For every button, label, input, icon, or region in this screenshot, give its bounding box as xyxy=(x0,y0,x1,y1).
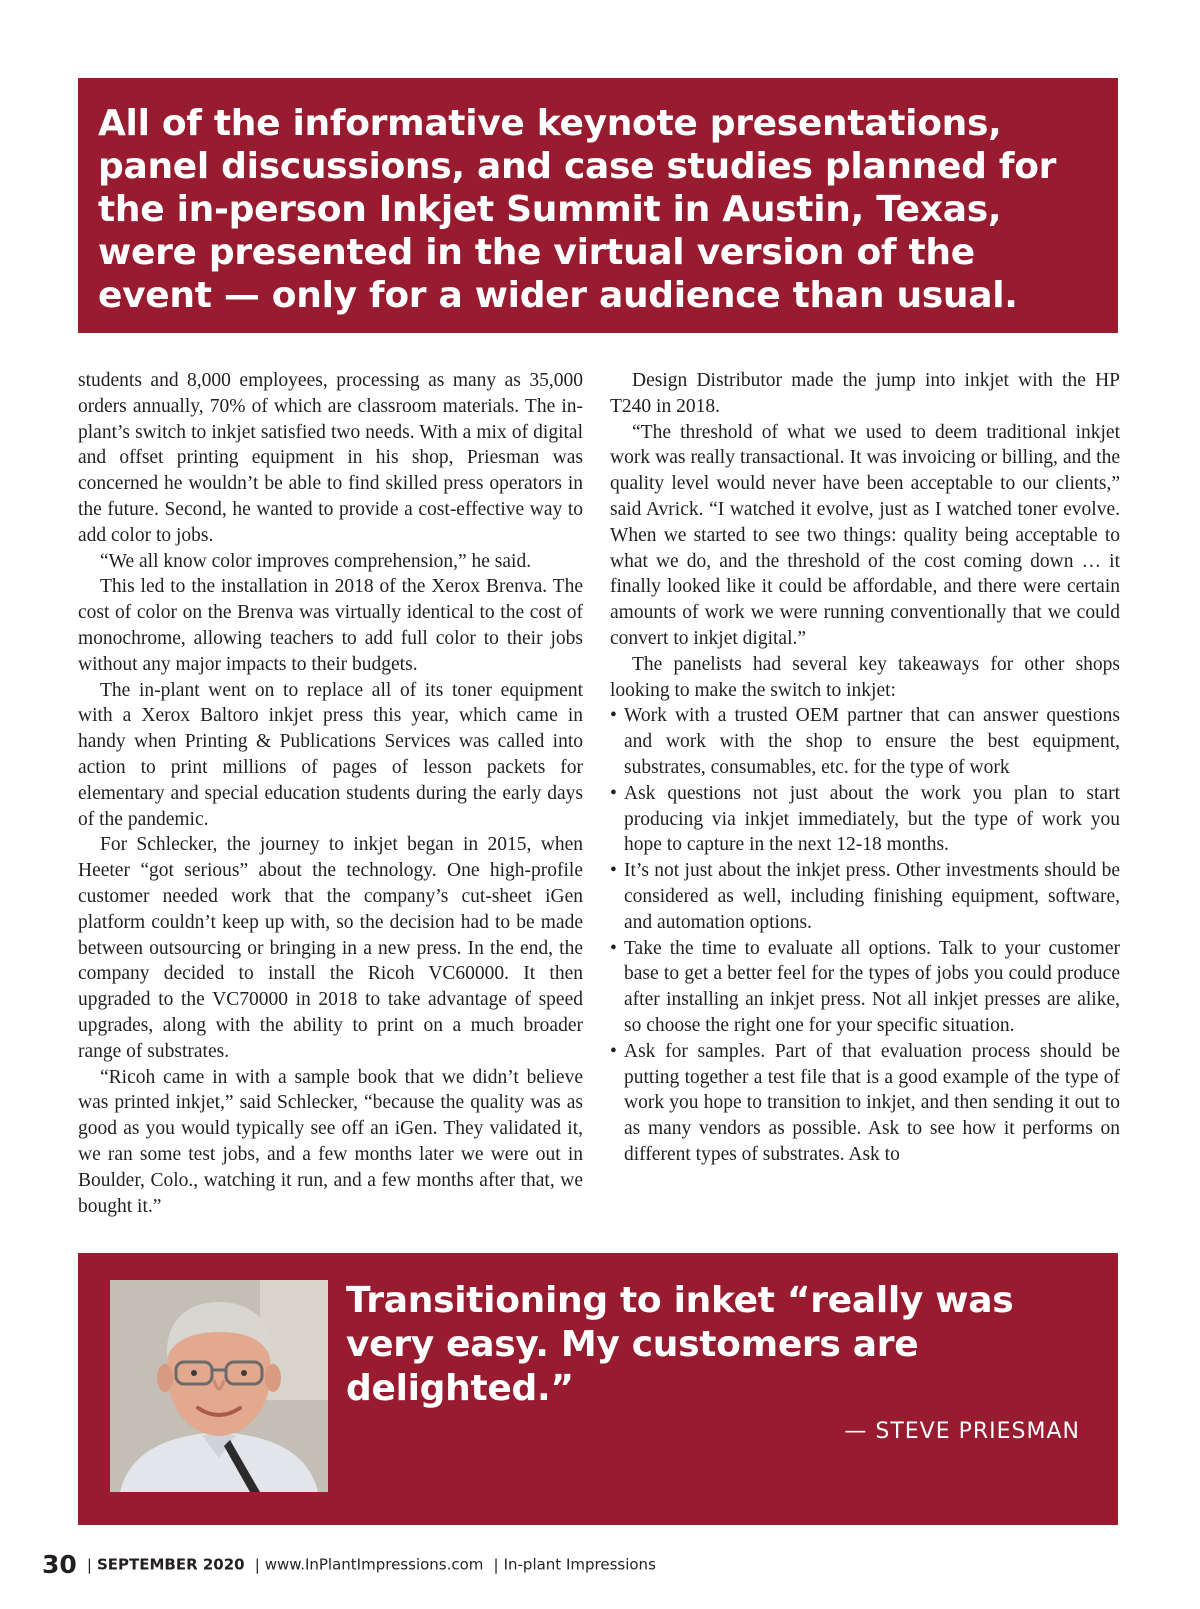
body-paragraph: students and 8,000 employees, processing as many as 35,000 orders annually, 70% of which are classroom materials. The in-plant’s switch to inkjet satisfied two needs. With a mix of digital and offset printing equipment in his shop, Priesman was concerned he wouldn’t be able to find skilled press operators in the future. Second, he wanted to provide a cost-effective way to add color to jobs. xyxy=(78,370,583,546)
body-paragraph: The panelists had several key takeaways for other shops looking to make the switch to inkjet: xyxy=(610,653,1120,701)
body-paragraph: “We all know color improves comprehension,” he said. xyxy=(100,550,532,572)
body-paragraph: The in-plant went on to replace all of its toner equipment with a Xerox Baltoro inkjet press this year, which came in handy when Printing & Publications Services was called into action to print millions of pages of lesson packets for elementary and special education students during the early days of the pandemic. xyxy=(78,679,583,830)
body-paragraph: For Schlecker, the journey to inkjet began in 2015, when Heeter “got serious” about the technology. One high-profile customer needed work that the company’s cut-sheet iGen platform couldn’t keep up with, so the decision had to be made between outsourcing or bringing in a new press. In the end, the company decided to install the Ricoh VC60000. It then upgraded to the VC70000 in 2018 to take advantage of speed upgrades, along with the ability to print on a much broader range of substrates. xyxy=(78,834,583,1062)
list-item xyxy=(610,1039,1120,1168)
list-item xyxy=(610,781,1120,858)
body-paragraph: Design Distributor made the jump into inkjet with the HP T240 in 2018. xyxy=(610,370,1120,417)
publication-name: In-plant Impressions xyxy=(503,1555,656,1574)
list-item-text: Work with a trusted OEM partner that can answer questions and work with the shop to ensure the best equipment, substrates, consumables, etc. for the type of work xyxy=(624,705,1120,778)
page-footer xyxy=(42,1550,656,1580)
body-paragraph: This led to the installation in 2018 of the Xerox Brenva. The cost of color on the Brenva was virtually identical to the cost of monochrome, allowing teachers to add full color to their jobs without any major impacts to their budgets. xyxy=(78,576,583,675)
body-paragraph: “The threshold of what we used to deem traditional inkjet work was really transactional. It was invoicing or billing, and the quality level would never have been acceptable to our clients,” said Avrick. “I watched it evolve, just as I watched toner evolve. When we started to see two things: quality being acceptable to what we do, and the threshold of the cost coming down … it finally looked like it could be affordable, and there were certain amounts of work we were running conventionally that we could convert to inkjet digital.” xyxy=(610,421,1120,649)
top-pull-quote-text: All of the informative keynote presentations, panel discussions, and case studies planned for the in-person Inkjet Summit in Austin, Texas, were presented in the virtual version of the event — only for a wider audience than usual. xyxy=(98,103,1057,316)
footer-separator: | xyxy=(86,1555,92,1574)
bullet-icon: • xyxy=(610,782,617,804)
bottom-pull-quote-text: Transitioning to inket “really was very easy. My customers are delighted.” xyxy=(346,1280,1014,1409)
bullet-icon: • xyxy=(610,705,617,727)
list-item xyxy=(610,936,1120,1039)
list-item-text: It’s not just about the inkjet press. Other investments should be considered as well, including finishing equipment, software, and automation options. xyxy=(624,860,1120,933)
footer-separator: | xyxy=(493,1555,499,1574)
bullet-icon: • xyxy=(610,1040,617,1062)
portrait-photo xyxy=(110,1280,328,1492)
takeaways-list xyxy=(610,703,1120,1167)
article-column-right xyxy=(610,368,1120,1168)
list-item-text: Take the time to evaluate all options. Talk to your customer base to get a better feel for the types of jobs you could produce after installing an inkjet press. Not all inkjet presses are alike, so choose the right one for your specific situation. xyxy=(624,937,1120,1036)
bottom-pull-quote-box xyxy=(78,1253,1118,1525)
portrait-illustration xyxy=(110,1280,328,1492)
list-item xyxy=(610,858,1120,935)
article-column-left xyxy=(78,368,583,1219)
top-pull-quote-box xyxy=(78,78,1118,333)
body-paragraph: “Ricoh came in with a sample book that we didn’t believe was printed inkjet,” said Schlecker, “because the quality was as good as you would typically see off an iGen. They validated it, we ran some test jobs, and a few months later we were out in Boulder, Colo., watching it run, and a few months after that, we bought it.” xyxy=(78,1066,583,1217)
list-item xyxy=(610,703,1120,780)
website-link[interactable]: www.InPlantImpressions.com xyxy=(264,1555,484,1574)
page-number: 30 xyxy=(42,1550,77,1579)
footer-separator: | xyxy=(254,1555,260,1574)
quote-attribution: — STEVE PRIESMAN xyxy=(844,1419,1080,1444)
list-item-text: Ask for samples. Part of that evaluation process should be putting together a test file that is a good example of the type of work you hope to transition to inkjet, and then sending it out to as many vendors as possible. Ask to see how it performs on different types of substrates. Ask to xyxy=(624,1040,1120,1165)
bullet-icon: • xyxy=(610,860,617,882)
bullet-icon: • xyxy=(610,937,617,959)
list-item-text: Ask questions not just about the work you plan to start producing via inkjet immediately, but the type of work you hope to capture in the next 12-18 months. xyxy=(624,782,1120,856)
issue-date: SEPTEMBER 2020 xyxy=(96,1555,245,1574)
